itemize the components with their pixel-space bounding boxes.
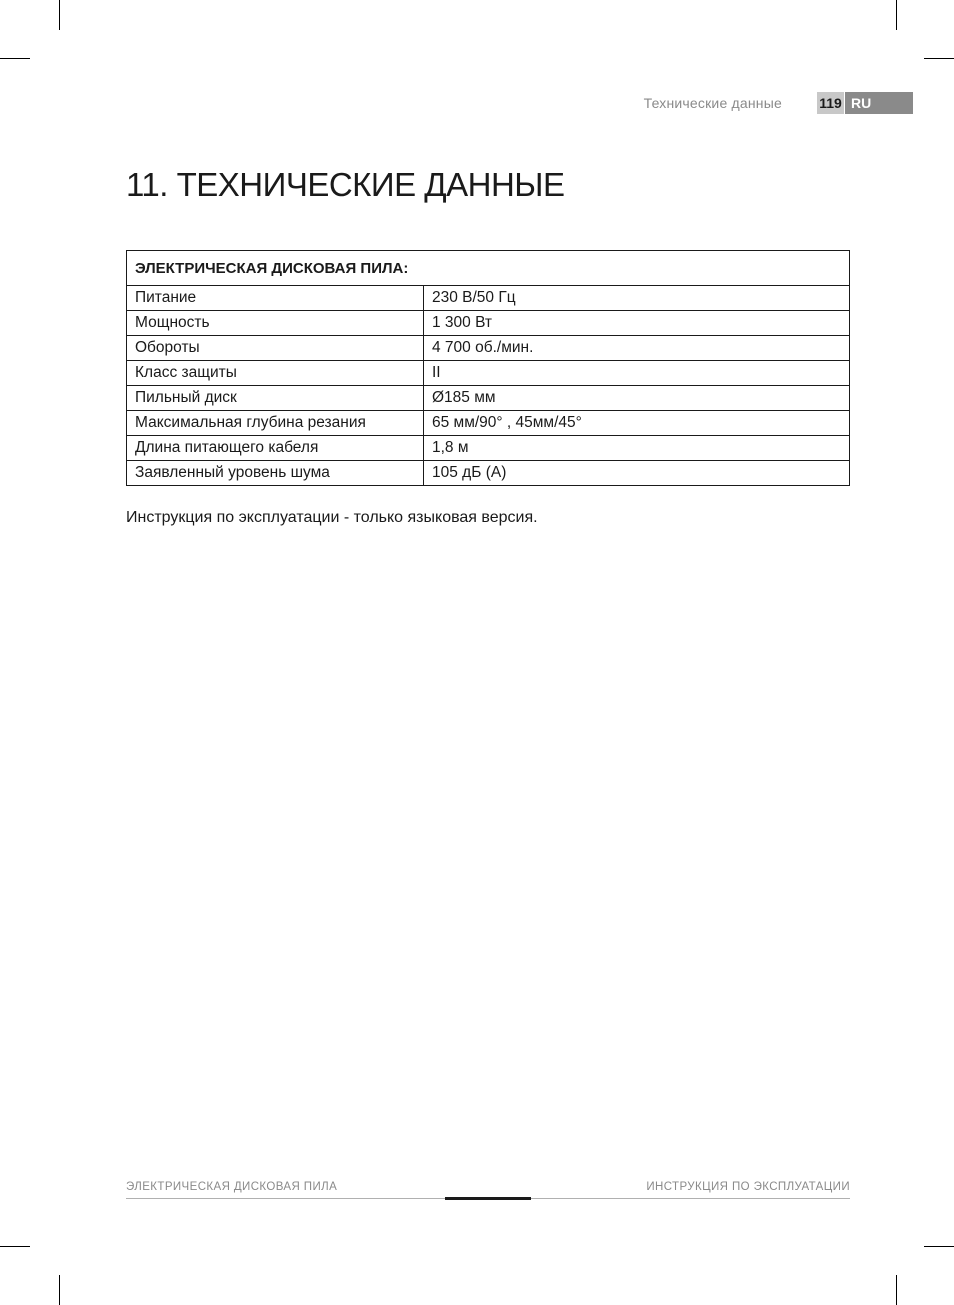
crop-mark bbox=[924, 1246, 954, 1247]
spec-value: Ø185 мм bbox=[424, 386, 850, 411]
table-row bbox=[127, 461, 850, 486]
spec-label: Пильный диск bbox=[127, 386, 424, 411]
spec-value: 105 дБ (А) bbox=[424, 461, 850, 486]
specs-table bbox=[126, 250, 850, 486]
spec-label: Заявленный уровень шума bbox=[127, 461, 424, 486]
table-row bbox=[127, 361, 850, 386]
spec-value: 230 В/50 Гц bbox=[424, 286, 850, 311]
table-row bbox=[127, 311, 850, 336]
crop-mark bbox=[59, 0, 60, 30]
spec-value: 4 700 об./мин. bbox=[424, 336, 850, 361]
spec-value: 1,8 м bbox=[424, 436, 850, 461]
table-row bbox=[127, 436, 850, 461]
crop-mark bbox=[0, 1246, 30, 1247]
page-number: 119 bbox=[817, 92, 844, 114]
crop-mark bbox=[0, 58, 30, 59]
table-row bbox=[127, 336, 850, 361]
spec-label: Питание bbox=[127, 286, 424, 311]
crop-mark bbox=[896, 1275, 897, 1305]
spec-value: 65 мм/90° , 45мм/45° bbox=[424, 411, 850, 436]
spec-label: Максимальная глубина резания bbox=[127, 411, 424, 436]
spec-label: Класс защиты bbox=[127, 361, 424, 386]
spec-label: Мощность bbox=[127, 311, 424, 336]
table-header-row bbox=[127, 251, 850, 286]
spec-value: 1 300 Вт bbox=[424, 311, 850, 336]
language-note: Инструкция по эксплуатации - только языковая версия. bbox=[126, 509, 538, 526]
footer-divider-accent bbox=[445, 1197, 531, 1200]
table-heading: ЭЛЕКТРИЧЕСКАЯ ДИСКОВАЯ ПИЛА: bbox=[127, 251, 850, 286]
running-header: Технические данные bbox=[643, 95, 782, 111]
spec-label: Длина питающего кабеля bbox=[127, 436, 424, 461]
page-title: 11. ТЕХНИЧЕСКИЕ ДАННЫЕ bbox=[126, 166, 565, 203]
spec-label: Обороты bbox=[127, 336, 424, 361]
table-row bbox=[127, 411, 850, 436]
table-row bbox=[127, 386, 850, 411]
table-row bbox=[127, 286, 850, 311]
footer-product-name: ЭЛЕКТРИЧЕСКАЯ ДИСКОВАЯ ПИЛА bbox=[126, 1181, 338, 1193]
crop-mark bbox=[59, 1275, 60, 1305]
crop-mark bbox=[924, 58, 954, 59]
spec-value: II bbox=[424, 361, 850, 386]
language-tag: RU bbox=[845, 92, 913, 114]
footer-document-name: ИНСТРУКЦИЯ ПО ЭКСПЛУАТАЦИИ bbox=[646, 1181, 850, 1193]
crop-mark bbox=[896, 0, 897, 30]
